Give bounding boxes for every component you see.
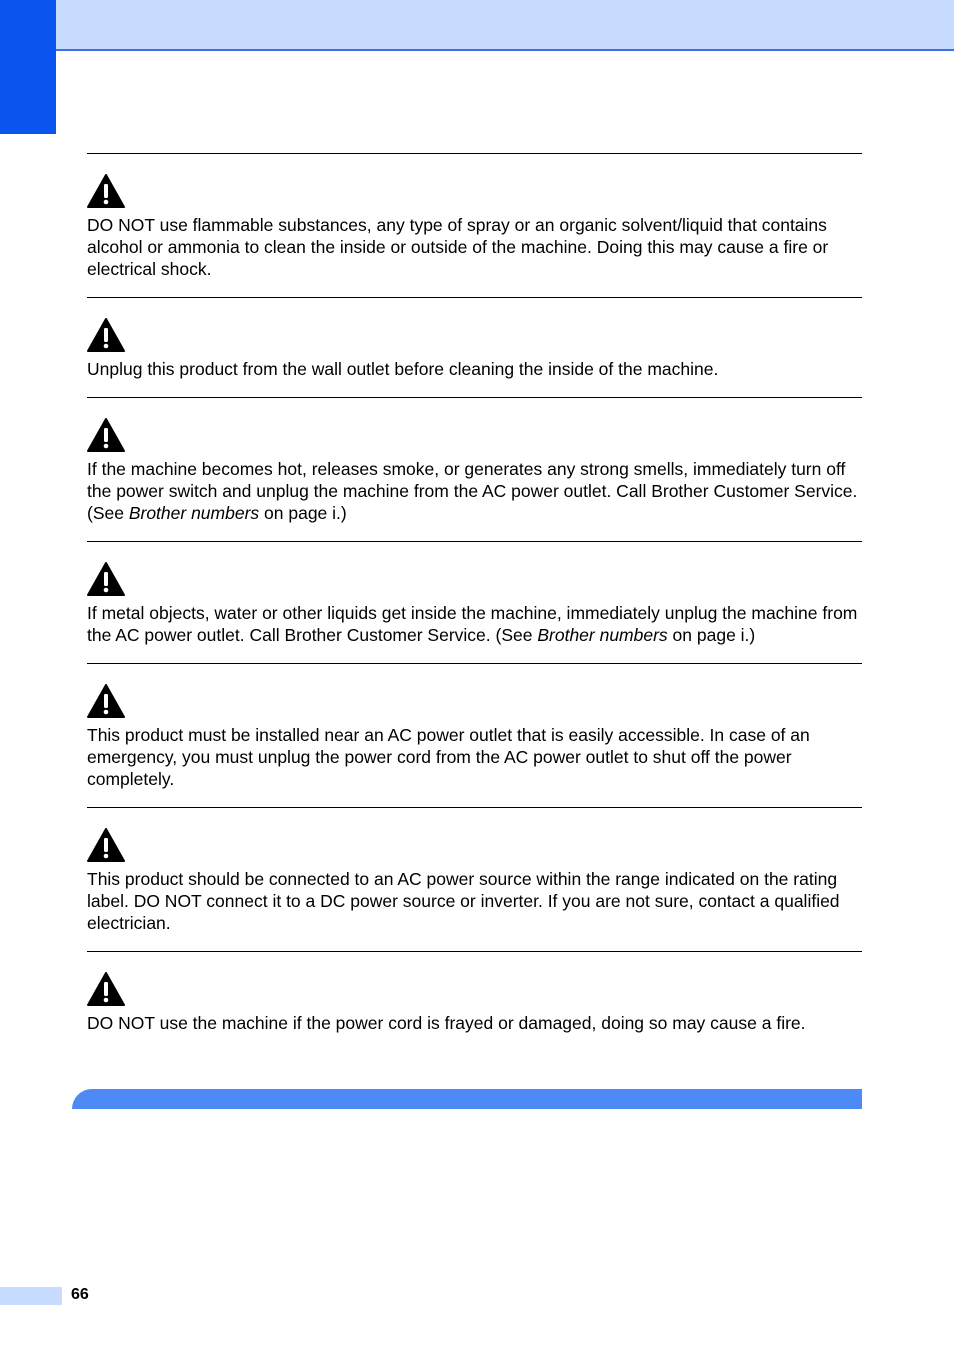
- warning-text: [87, 602, 862, 646]
- warning-block: [87, 397, 862, 541]
- page-tab: [0, 1287, 62, 1305]
- warning-triangle-icon: [87, 174, 125, 208]
- header-band: [0, 0, 954, 51]
- section-end-bar: [72, 1089, 862, 1109]
- warning-text: DO NOT use the machine if the power cord is frayed or damaged, doing so may cause a fire.: [87, 1013, 806, 1033]
- warning-text: [87, 458, 862, 524]
- warning-triangle-icon: [87, 684, 125, 718]
- warning-triangle-icon: [87, 418, 125, 452]
- warning-text: This product should be connected to an AC power source within the range indicated on the rating label. DO NOT connect it to a DC power source or inverter. If you are not sure, contact a qualified electrician.: [87, 869, 840, 933]
- brother-numbers-reference: Brother numbers: [537, 625, 668, 645]
- warning-text-part: on page i.): [259, 503, 347, 523]
- warning-triangle-icon: [87, 972, 125, 1006]
- warning-block: [87, 541, 862, 663]
- warning-text: Unplug this product from the wall outlet before cleaning the inside of the machine.: [87, 359, 719, 379]
- warning-triangle-icon: [87, 562, 125, 596]
- warning-text: This product must be installed near an AC power outlet that is easily accessible. In case of an emergency, you must unplug the power cord from the AC power outlet to shut off the power completely.: [87, 725, 810, 789]
- warning-block: [87, 663, 862, 807]
- warning-block: [87, 297, 862, 397]
- chapter-tab: [0, 0, 56, 134]
- page-number: 66: [71, 1286, 89, 1303]
- warning-block: [87, 807, 862, 951]
- warning-text-part: If metal objects, water or other liquids get inside the machine, immediately unplug the machine from the AC power outlet. Call Brother Customer Service. (See: [87, 603, 858, 645]
- warning-text: DO NOT use flammable substances, any type of spray or an organic solvent/liquid that contains alcohol or ammonia to clean the inside or outside of the machine. Doing this may cause a fire or electrical shock.: [87, 215, 829, 279]
- warning-triangle-icon: [87, 318, 125, 352]
- warning-text-part: on page i.): [667, 625, 756, 645]
- warning-triangle-icon: [87, 828, 125, 862]
- warning-list: [87, 153, 862, 1051]
- warning-block: [87, 951, 862, 1051]
- brother-numbers-reference: Brother numbers: [128, 503, 260, 523]
- warning-text-part: If the machine becomes hot, releases smoke, or generates any strong smells, immediately turn off the power switch and unplug the machine from the AC power outlet. Call Brother Customer Service. (See: [87, 459, 858, 523]
- warning-block: [87, 153, 862, 297]
